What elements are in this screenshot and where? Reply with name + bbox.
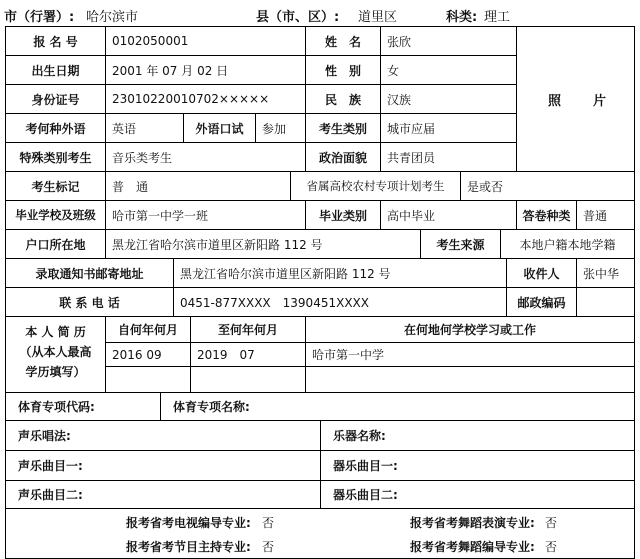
subject-label: 科类: <box>446 10 478 25</box>
birth-value: 2001 年 07 月 02 日 <box>112 63 229 78</box>
lang-label: 考何种外语 <box>25 121 86 136</box>
city-value: 哈尔滨市 <box>86 10 139 25</box>
name-value: 张欣 <box>387 34 412 49</box>
oral-value: 参加 <box>262 121 287 136</box>
resume-row-2-where <box>306 367 634 392</box>
gender-label: 性 别 <box>324 63 361 78</box>
ethnic-value: 汉族 <box>387 92 412 107</box>
resume-row-1-from: 2016 09 <box>112 347 162 362</box>
postcode-value <box>577 288 635 316</box>
gender-value: 女 <box>387 63 400 78</box>
mail-value: 黑龙江省哈尔滨市道里区新阳路 112 号 <box>180 266 391 281</box>
grad-type-value: 高中毕业 <box>387 208 436 223</box>
resume-col-to: 至何年何月 <box>217 323 278 337</box>
mail-label: 录取通知书邮寄地址 <box>35 266 144 281</box>
resume-row-2-to <box>191 367 305 392</box>
resume-col-where: 在何地何学校学习或工作 <box>403 323 536 337</box>
county-value: 道里区 <box>358 10 398 25</box>
phone-label: 联 系 电 话 <box>59 295 120 310</box>
dance-chor-value: 否 <box>545 539 558 554</box>
id-value: 23010220010702××××× <box>112 92 270 106</box>
tv-value: 否 <box>262 515 275 530</box>
recipient-label: 收件人 <box>523 266 560 281</box>
resume-label-line3: 学历填写） <box>25 364 86 379</box>
dance-perf-label: 报考省考舞蹈表演专业: <box>410 515 535 530</box>
id-label: 身份证号 <box>31 92 80 107</box>
recipient-value: 张中华 <box>583 266 620 281</box>
photo-placeholder: 照 片 <box>548 94 609 109</box>
school-value: 哈市第一中学一班 <box>112 208 209 223</box>
postcode-label: 邮政编码 <box>517 295 566 310</box>
tv-label: 报考省考电视编导专业: <box>126 515 251 530</box>
political-label: 政治面貌 <box>318 150 367 165</box>
phone-value: 0451-877XXXX 1390451XXXX <box>180 295 369 310</box>
sport-code-label: 体育专项代码: <box>18 400 95 414</box>
rural-value: 是或否 <box>467 179 504 194</box>
source-label: 考生来源 <box>436 237 485 252</box>
dance-chor-label: 报考省考舞蹈编导专业: <box>410 539 535 554</box>
vocal-method-label: 声乐唱法: <box>18 429 71 443</box>
resume-label-line2: （从本人最高 <box>19 344 92 359</box>
resume-label-line1: 本 人 简 历 <box>25 324 86 339</box>
mark-value: 普 通 <box>112 179 149 194</box>
hukou-label: 户口所在地 <box>25 237 86 252</box>
resume-row-2-from <box>106 367 190 392</box>
name-label: 姓 名 <box>324 34 361 49</box>
instrument-label: 乐器名称: <box>333 429 386 443</box>
inst-song1-label: 器乐曲目一: <box>333 459 398 473</box>
rural-label: 省属高校农村专项计划考生 <box>306 179 445 193</box>
special-label: 特殊类别考生 <box>19 150 92 165</box>
county-label: 县（市、区）: <box>256 10 340 25</box>
subject-value: 理工 <box>484 10 511 25</box>
school-label: 毕业学校及班级 <box>15 208 96 222</box>
sport-name-label: 体育专项名称: <box>173 400 250 414</box>
lang-value: 英语 <box>112 121 137 136</box>
resume-col-from: 自何年何月 <box>117 323 178 337</box>
special-value: 音乐类考生 <box>112 150 173 165</box>
political-value: 共青团员 <box>387 150 436 165</box>
paper-value: 普通 <box>583 208 608 223</box>
host-value: 否 <box>262 539 275 554</box>
paper-label: 答卷种类 <box>522 208 571 223</box>
vocal-song1-label: 声乐曲目一: <box>18 459 83 473</box>
grad-type-label: 毕业类别 <box>318 208 367 223</box>
oral-label: 外语口试 <box>195 121 244 136</box>
mark-label: 考生标记 <box>31 179 80 194</box>
inst-song2-label: 器乐曲目二: <box>333 488 398 502</box>
exam-type-label: 考生类别 <box>318 121 367 136</box>
reg-no-value: 0102050001 <box>112 34 189 48</box>
source-value: 本地户籍本地学籍 <box>519 237 616 252</box>
ethnic-label: 民 族 <box>324 92 361 107</box>
resume-row-1-to: 2019 07 <box>197 348 255 362</box>
resume-row-1-where: 哈市第一中学 <box>312 348 385 362</box>
reg-no-label: 报 名 号 <box>33 34 78 49</box>
city-label: 市（行署）: <box>4 10 75 25</box>
hukou-value: 黑龙江省哈尔滨市道里区新阳路 112 号 <box>112 237 323 252</box>
host-label: 报考省考节目主持专业: <box>126 539 251 554</box>
birth-label: 出生日期 <box>31 63 80 78</box>
vocal-song2-label: 声乐曲目二: <box>18 488 83 502</box>
dance-perf-value: 否 <box>545 515 558 530</box>
exam-type-value: 城市应届 <box>387 121 436 136</box>
